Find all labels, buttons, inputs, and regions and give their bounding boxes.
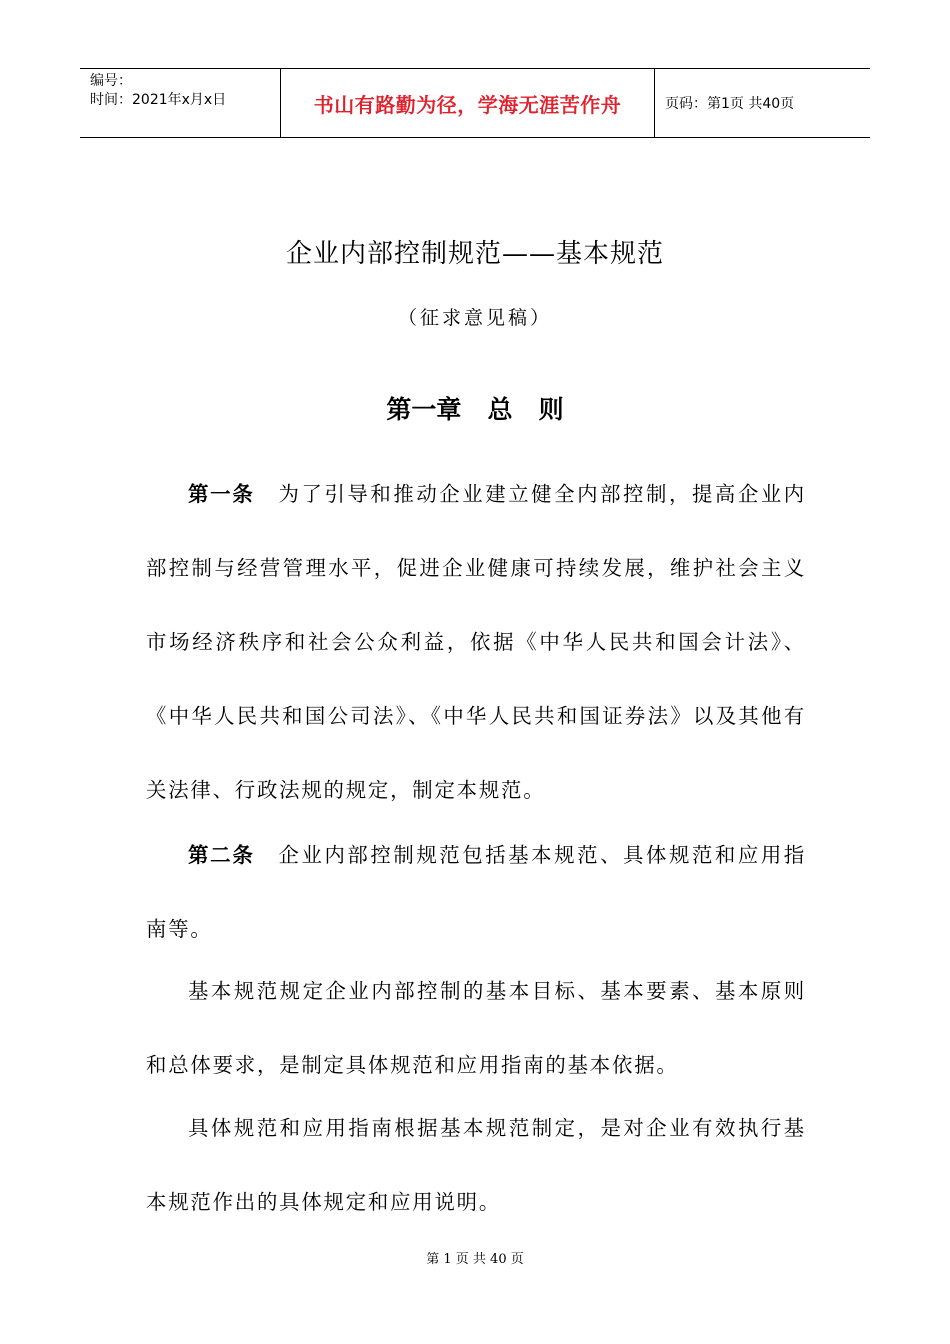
header-meta xyxy=(80,69,281,137)
article-1-text: 为了引导和推动企业建立健全内部控制，提高企业内部控制与经营管理水平，促进企业健康可持续发展，维护社会主义市场经济秩序和社会公众利益，依据《中华人民共和国会计法》、《中华人民共和国公司法》、《中华人民共和国证券法》以及其他有关法律、行政法规的规定，制定本规范。 xyxy=(146,482,807,802)
article-2-label: 第二条 xyxy=(188,843,255,867)
paragraph-specific-norms: 具体规范和应用指南根据基本规范制定，是对企业有效执行基本规范作出的具体规定和应用说明。 xyxy=(146,1116,806,1214)
article-2 xyxy=(146,818,806,966)
page-footer: 第 1 页 共 40 页 xyxy=(426,1252,524,1267)
header-page-info: 页码：第1页 共40页 xyxy=(665,96,795,112)
document-number-label: 编号： xyxy=(90,73,132,89)
article-1 xyxy=(146,457,806,827)
document-title: 企业内部控制规范——基本规范 xyxy=(285,239,664,269)
document-subtitle: （征求意见稿） xyxy=(397,307,552,329)
document-time: 时间：2021年x月x日 xyxy=(90,92,227,108)
article-1-label: 第一条 xyxy=(188,482,255,506)
article-2-text: 企业内部控制规范包括基本规范、具体规范和应用指南等。 xyxy=(146,843,807,941)
chapter-heading: 第一章 总 则 xyxy=(386,395,564,424)
paragraph-basic-norms: 基本规范规定企业内部控制的基本目标、基本要素、基本原则和总体要求，是制定具体规范和应用指南的基本依据。 xyxy=(146,979,806,1077)
page-header xyxy=(80,68,870,138)
header-motto: 书山有路勤为径，学海无涯苦作舟 xyxy=(281,69,655,137)
